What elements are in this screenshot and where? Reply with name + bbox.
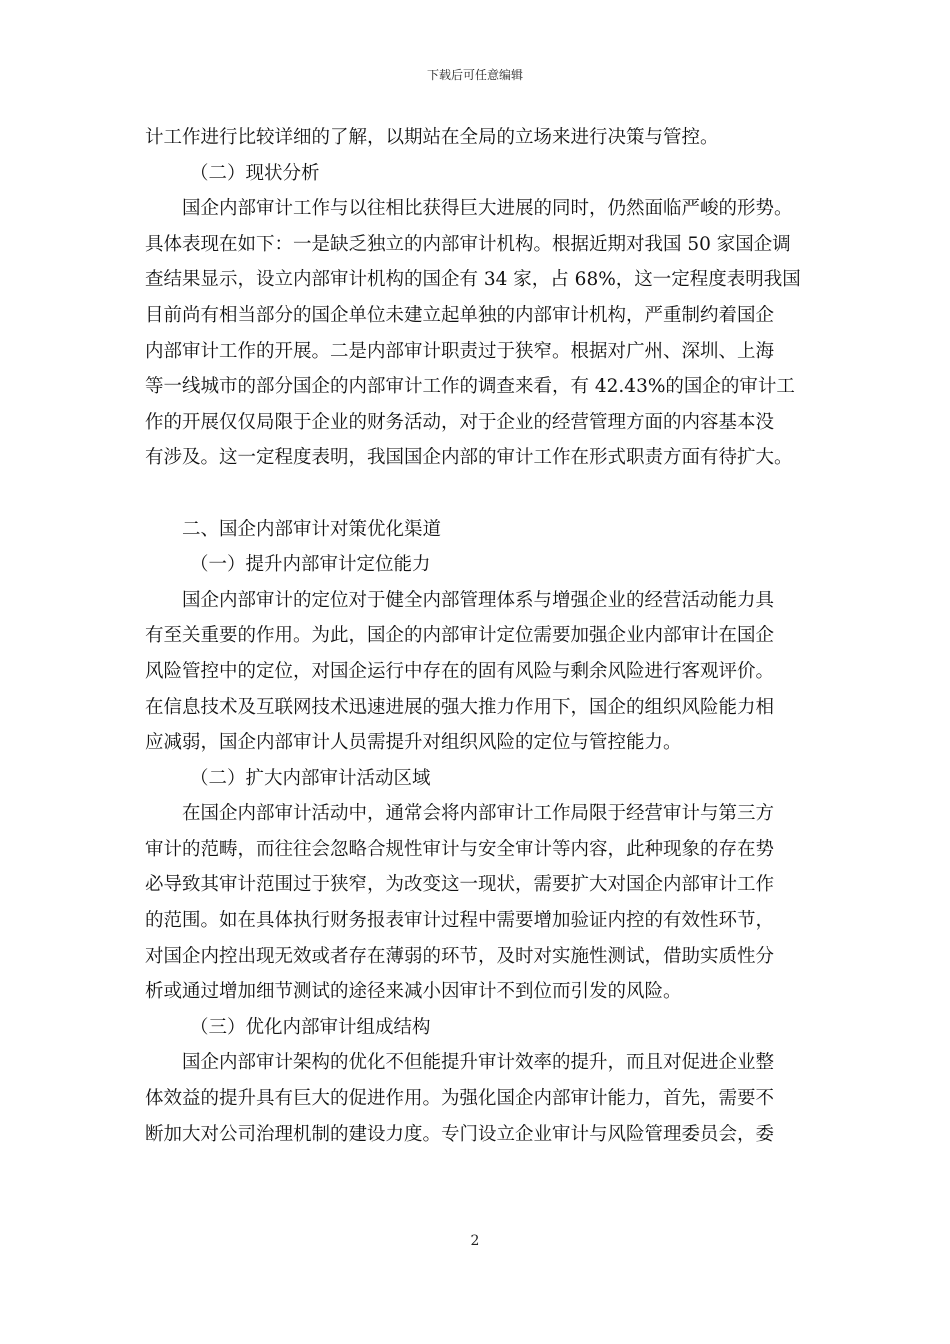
- body-line: 的范围。如在具体执行财务报表审计过程中需要增加验证内控的有效性环节，: [145, 910, 775, 932]
- body-line: 等一线城市的部分国企的内部审计工作的调查来看，有 42.43%的国企的审计工: [145, 376, 795, 398]
- section-heading: （二）扩大内部审计活动区域: [190, 767, 431, 789]
- body-line: 国企内部审计工作与以往相比获得巨大进展的同时，仍然面临严峻的形势。: [182, 198, 793, 220]
- chapter-heading: 二、国企内部审计对策优化渠道: [182, 518, 442, 540]
- page-header: 下载后可任意编辑: [426, 68, 523, 82]
- body-line: 国企内部审计架构的优化不但能提升审计效率的提升，而且对促进企业整: [182, 1052, 775, 1074]
- body-line: 必导致其审计范围过于狭窄，为改变这一现状，需要扩大对国企内部审计工作: [145, 874, 775, 896]
- body-line: 风险管控中的定位，对国企运行中存在的固有风险与剩余风险进行客观评价。: [145, 660, 775, 682]
- body-line: 在国企内部审计活动中，通常会将内部审计工作局限于经营审计与第三方: [182, 803, 775, 825]
- body-line: 目前尚有相当部分的国企单位未建立起单独的内部审计机构，严重制约着国企: [145, 304, 775, 326]
- body-line: 有至关重要的作用。为此，国企的内部审计定位需要加强企业内部审计在国企: [145, 625, 775, 647]
- body-line: 审计的范畴，而往往会忽略合规性审计与安全审计等内容，此种现象的存在势: [145, 838, 775, 860]
- page-number: 2: [470, 1233, 480, 1249]
- body-line: 断加大对公司治理机制的建设力度。专门设立企业审计与风险管理委员会，委: [145, 1123, 775, 1145]
- paragraph-gap: [145, 476, 813, 512]
- body-line: 计工作进行比较详细的了解，以期站在全局的立场来进行决策与管控。: [145, 127, 719, 148]
- body-line: 应减弱，国企内部审计人员需提升对组织风险的定位与管控能力。: [145, 732, 682, 754]
- body-line: 内部审计工作的开展。二是内部审计职责过于狭窄。根据对广州、深圳、上海: [145, 340, 775, 362]
- section-heading: （三）优化内部审计组成结构: [190, 1016, 431, 1038]
- body-line: 在信息技术及互联网技术迅速进展的强大推力作用下，国企的组织风险能力相: [145, 696, 775, 718]
- body-line: 体效益的提升具有巨大的促进作用。为强化国企内部审计能力，首先，需要不: [145, 1088, 775, 1110]
- body-line: 析或通过增加细节测试的途径来减小因审计不到位而引发的风险。: [145, 981, 682, 1003]
- section-heading: （二）现状分析: [190, 162, 320, 184]
- body-line: 有涉及。这一定程度表明，我国国企内部的审计工作在形式职责方面有待扩大。: [145, 447, 793, 469]
- document-body: [145, 120, 813, 1152]
- body-line: 国企内部审计的定位对于健全内部管理体系与增强企业的经营活动能力具: [182, 589, 775, 611]
- body-line: 对国企内控出现无效或者存在薄弱的环节，及时对实施性测试，借助实质性分: [145, 945, 775, 967]
- body-line: 作的开展仅仅局限于企业的财务活动，对于企业的经营管理方面的内容基本没: [145, 411, 775, 433]
- section-heading: （一）提升内部审计定位能力: [190, 554, 431, 576]
- body-line: 具体表现在如下：一是缺乏独立的内部审计机构。根据近期对我国 50 家国企调: [145, 233, 791, 255]
- body-line: 查结果显示，设立内部审计机构的国企有 34 家，占 68%，这一定程度表明我国: [145, 269, 801, 291]
